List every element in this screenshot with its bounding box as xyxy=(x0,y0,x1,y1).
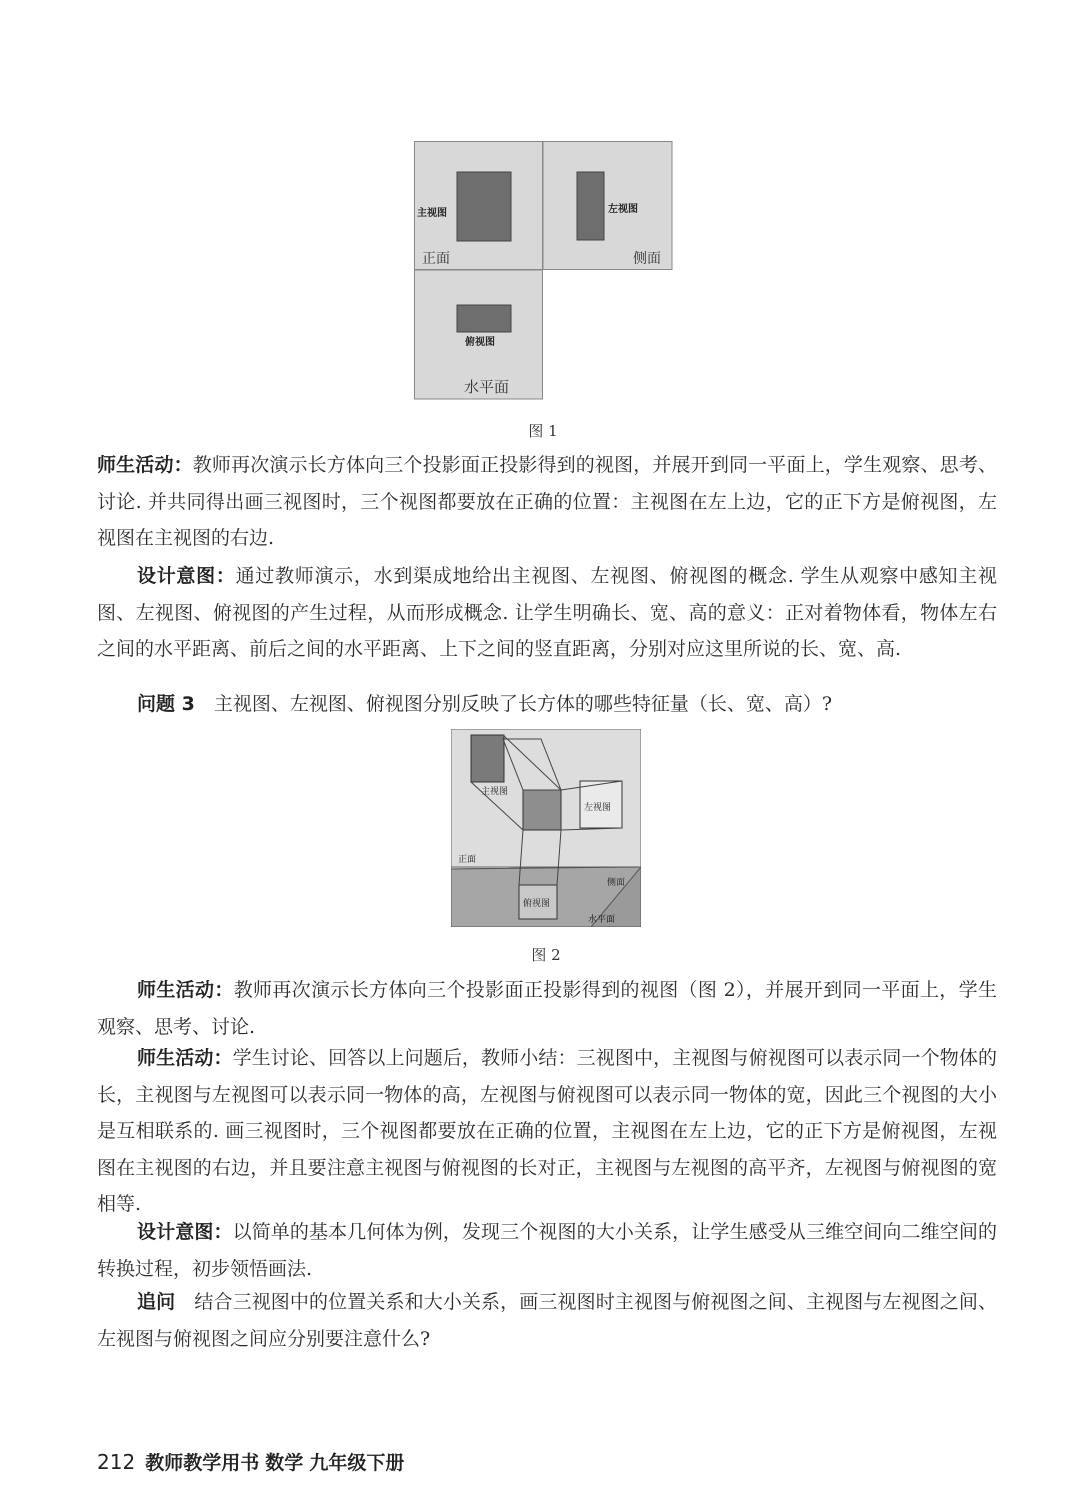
lead-label: 问题 3 xyxy=(137,693,195,715)
figure-2-projection-cube xyxy=(451,729,641,927)
subject: 数学 xyxy=(265,1452,304,1474)
paragraph-text: 结合三视图中的位置关系和大小关系，画三视图时主视图与俯视图之间、主视图与左视图之间、左视图与俯视图之间应分别要注意什么? xyxy=(97,1291,997,1350)
lead-label: 设计意图： xyxy=(137,1221,233,1243)
top-view-rect xyxy=(457,305,511,332)
fig1-horizontal-plane-label: 水平面 xyxy=(464,378,510,396)
lead-label: 设计意图： xyxy=(137,565,236,587)
fig1-left-view-label: 左视图 xyxy=(608,204,638,215)
follow-up-question xyxy=(97,1284,997,1357)
fig2-side-plane-label: 侧面 xyxy=(607,878,626,888)
figure-1-caption: 图 1 xyxy=(528,422,558,440)
paragraph-teacher-student-activity-2 xyxy=(97,972,997,1045)
paragraph-text: 教师再次演示长方体向三个投影面正投影得到的视图，并展开到同一平面上，学生观察、思考、讨论. 并共同得出画三视图时，三个视图都要放在正确的位置：主视图在左上边，它的正下方是俯视图，左视图在主视图的右边. xyxy=(97,454,997,549)
fig2-left-view-label: 左视图 xyxy=(584,803,612,813)
fig2-horizontal-plane-label: 水平面 xyxy=(588,915,616,925)
paragraph-text: 主视图、左视图、俯视图分别反映了长方体的哪些特征量（长、宽、高）? xyxy=(213,693,833,715)
paragraph-teacher-student-activity-1 xyxy=(97,447,997,557)
page-footer xyxy=(97,1448,404,1475)
fig2-front-view-label: 主视图 xyxy=(481,787,509,797)
fig1-top-view-label: 俯视图 xyxy=(465,337,495,348)
paragraph-text: 教师再次演示长方体向三个投影面正投影得到的视图（图 2），并展开到同一平面上，学生观察、思考、讨论. xyxy=(97,979,997,1038)
fig1-front-plane-label: 正面 xyxy=(422,251,450,267)
figure-1-unfolded-views xyxy=(414,141,676,403)
left-view-rect xyxy=(577,172,604,240)
fig2-front-view-rect xyxy=(471,735,504,782)
paragraph-design-intent-1 xyxy=(97,558,997,668)
lead-label: 师生活动： xyxy=(137,1047,233,1069)
lead-label: 师生活动： xyxy=(137,979,234,1001)
lead-label: 追问 xyxy=(137,1291,176,1313)
fig2-box xyxy=(523,790,561,830)
grade: 九年级下册 xyxy=(309,1452,405,1474)
front-view-rect xyxy=(457,172,511,241)
book-title: 教师教学用书 xyxy=(145,1452,260,1474)
page-number: 212 xyxy=(97,1450,136,1474)
fig1-front-view-label: 主视图 xyxy=(417,208,447,219)
paragraph-text: 以简单的基本几何体为例，发现三个视图的大小关系，让学生感受从三维空间向二维空间的转换过程，初步领悟画法. xyxy=(97,1221,997,1280)
figure-2-caption: 图 2 xyxy=(531,946,561,964)
lead-label: 师生活动： xyxy=(97,454,193,476)
paragraph-text: 学生讨论、回答以上问题后，教师小结：三视图中，主视图与俯视图可以表示同一个物体的长，主视图与左视图可以表示同一物体的高，左视图与俯视图可以表示同一物体的宽，因此三个视图的大小是互相联系的. 画三视图时，三个视图都要放在正确的位置，主视图在左上边，它的正下方是俯视图，左视图在主视图的右边，并且要注意主视图与俯视图的长对正，主视图与左视图的高平齐，左视图与俯视图的宽相等. xyxy=(97,1047,997,1215)
paragraph-text: 通过教师演示，水到渠成地给出主视图、左视图、俯视图的概念. 学生从观察中感知主视图、左视图、俯视图的产生过程，从而形成概念. 让学生明确长、宽、高的意义：正对着物体看，物体左右之间的水平距离、前后之间的水平距离、上下之间的竖直距离，分别对应这里所说的长、宽、高. xyxy=(97,565,997,660)
fig2-front-plane-label: 正面 xyxy=(458,855,477,865)
fig2-top-view-label: 俯视图 xyxy=(523,899,551,909)
fig1-side-plane-label: 侧面 xyxy=(633,251,661,267)
paragraph-design-intent-2 xyxy=(97,1214,997,1287)
question-3 xyxy=(97,686,997,723)
paragraph-teacher-student-activity-3 xyxy=(97,1040,997,1223)
